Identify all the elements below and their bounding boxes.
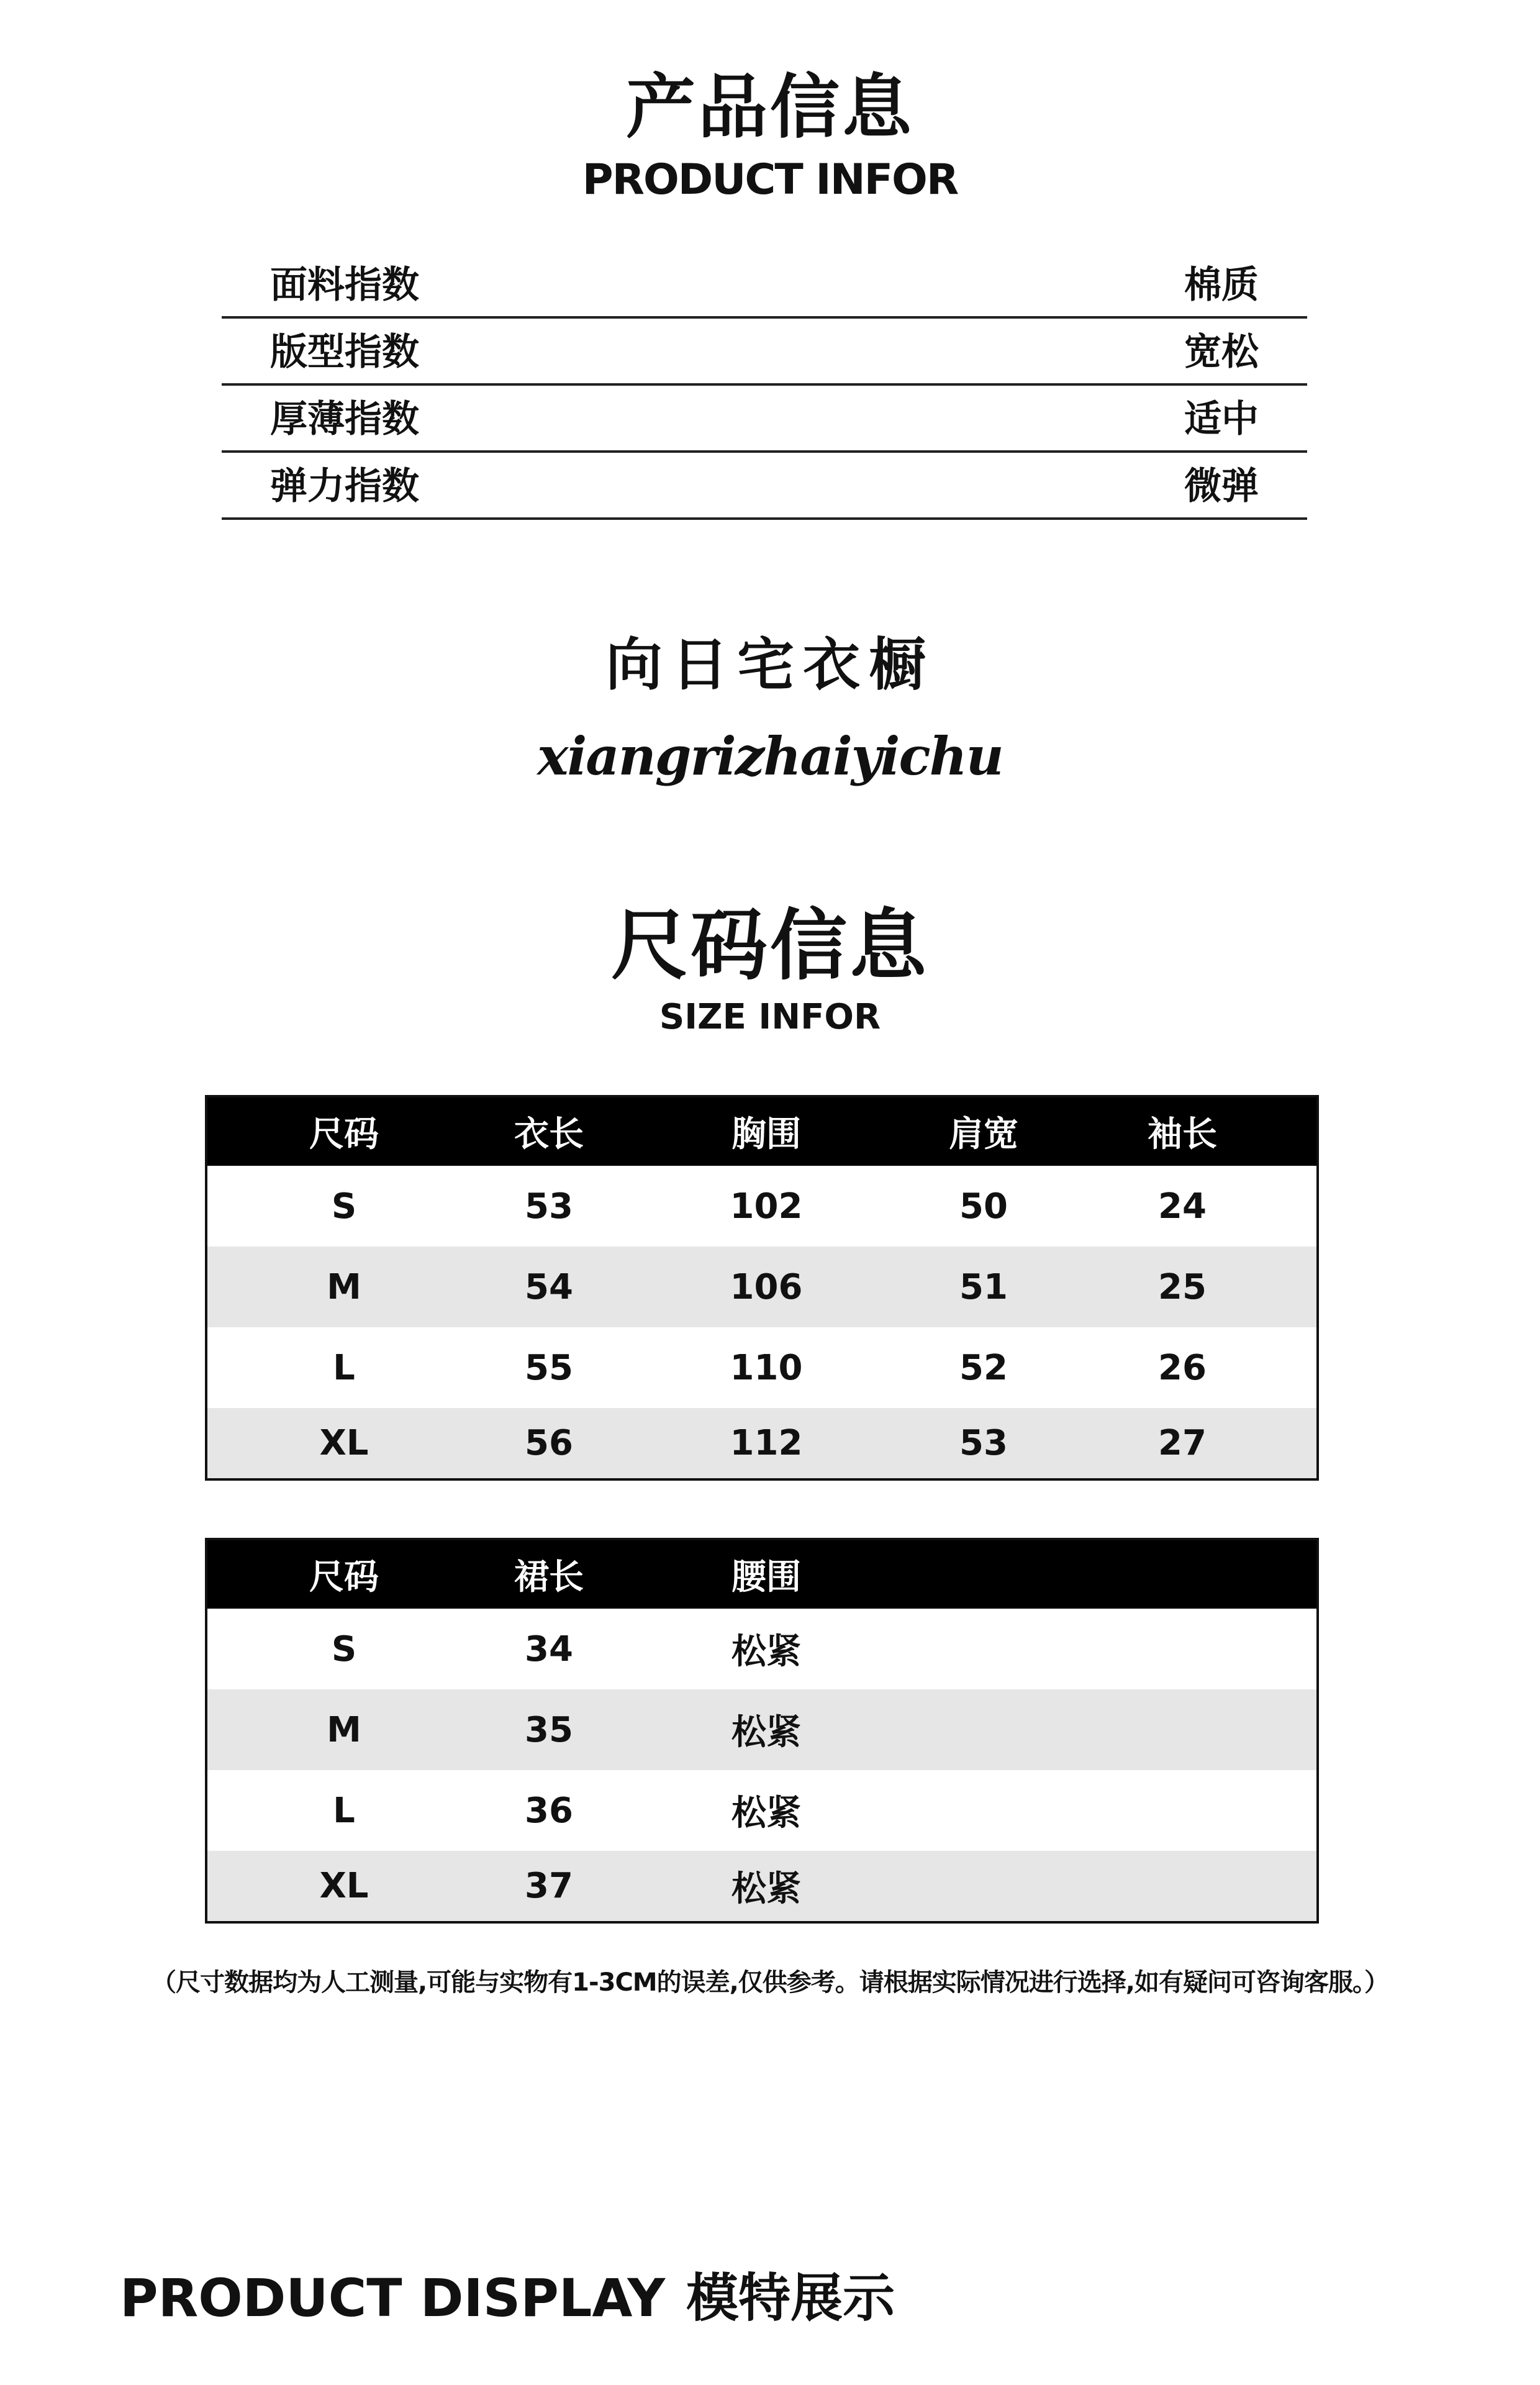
table-header [207, 1097, 1316, 1166]
brand-name-cn: 向日宅衣橱 [605, 631, 935, 698]
table-row [207, 1327, 1316, 1408]
table-cell: 松紧 [732, 1712, 801, 1753]
info-row-fabric [222, 252, 1307, 319]
table-cell: 36 [525, 1790, 573, 1831]
table-cell: 106 [730, 1266, 803, 1307]
product-info-title: 产品信息 [626, 67, 914, 148]
info-label: 厚薄指数 [270, 398, 419, 441]
table-cell: 35 [525, 1709, 573, 1750]
info-value: 适中 [1184, 398, 1259, 441]
product-display-title [120, 2267, 895, 2329]
table-cell: XL [319, 1423, 369, 1463]
table-cell: 102 [730, 1186, 803, 1227]
header-cell: 裙长 [514, 1557, 584, 1597]
info-label: 弹力指数 [270, 465, 419, 508]
display-title-cn: 模特展示 [686, 2268, 895, 2328]
table-cell: M [327, 1709, 361, 1750]
measurement-note: （尺寸数据均为人工测量,可能与实物有1-3CM的误差,仅供参考。请根据实际情况进行选择,如有疑问可咨询客服。） [151, 1968, 1388, 1997]
table-cell: 24 [1158, 1186, 1207, 1227]
table-cell: 松紧 [732, 1793, 801, 1833]
table-cell: 27 [1158, 1423, 1207, 1463]
table-cell: 34 [525, 1629, 573, 1670]
display-title-en: PRODUCT DISPLAY [120, 2268, 666, 2328]
table-cell: 25 [1158, 1266, 1207, 1307]
bottom-size-table [205, 1538, 1319, 1924]
table-cell: 112 [730, 1423, 803, 1463]
info-row-elasticity [222, 453, 1307, 520]
table-row [207, 1408, 1316, 1478]
header-cell: 衣长 [514, 1114, 584, 1155]
top-size-table [205, 1095, 1319, 1481]
table-cell: 53 [959, 1423, 1008, 1463]
table-cell: 51 [959, 1266, 1008, 1307]
table-cell: 26 [1158, 1347, 1207, 1388]
table-row [207, 1247, 1316, 1327]
info-value: 宽松 [1184, 330, 1259, 374]
header-cell: 尺码 [309, 1557, 379, 1597]
table-cell: S [331, 1629, 357, 1670]
brand-name-pinyin: xiangrizhaiyichu [537, 725, 1003, 787]
table-cell: 松紧 [732, 1868, 801, 1909]
info-label: 面料指数 [270, 263, 419, 307]
table-cell: 52 [959, 1347, 1008, 1388]
table-row [207, 1166, 1316, 1247]
header-cell: 肩宽 [949, 1114, 1018, 1155]
info-row-fit [222, 319, 1307, 386]
size-info-subtitle: SIZE INFOR [659, 997, 881, 1037]
header-cell: 腰围 [732, 1557, 801, 1597]
table-cell: 55 [525, 1347, 573, 1388]
table-row [207, 1851, 1316, 1921]
info-value: 微弹 [1184, 465, 1259, 508]
table-cell: 56 [525, 1423, 573, 1463]
size-info-title: 尺码信息 [610, 901, 929, 991]
info-row-thickness [222, 386, 1307, 453]
table-cell: 110 [730, 1347, 803, 1388]
header-cell: 尺码 [309, 1114, 379, 1155]
product-info-subtitle: PRODUCT INFOR [582, 155, 958, 204]
table-row [207, 1689, 1316, 1770]
table-row [207, 1770, 1316, 1851]
table-cell: L [333, 1790, 355, 1831]
table-cell: L [333, 1347, 355, 1388]
table-cell: M [327, 1266, 361, 1307]
info-value: 棉质 [1184, 263, 1259, 307]
product-info-list [222, 252, 1307, 520]
table-cell: 松紧 [732, 1632, 801, 1672]
table-cell: 53 [525, 1186, 573, 1227]
table-cell: XL [319, 1866, 369, 1906]
header-cell: 袖长 [1148, 1114, 1217, 1155]
header-cell: 胸围 [732, 1114, 801, 1155]
brand-logo [0, 627, 1540, 788]
table-cell: S [331, 1186, 357, 1227]
table-cell: 54 [525, 1266, 573, 1307]
info-label: 版型指数 [270, 330, 419, 374]
table-cell: 37 [525, 1866, 573, 1906]
table-header [207, 1540, 1316, 1609]
table-row [207, 1609, 1316, 1689]
table-cell: 50 [959, 1186, 1008, 1227]
